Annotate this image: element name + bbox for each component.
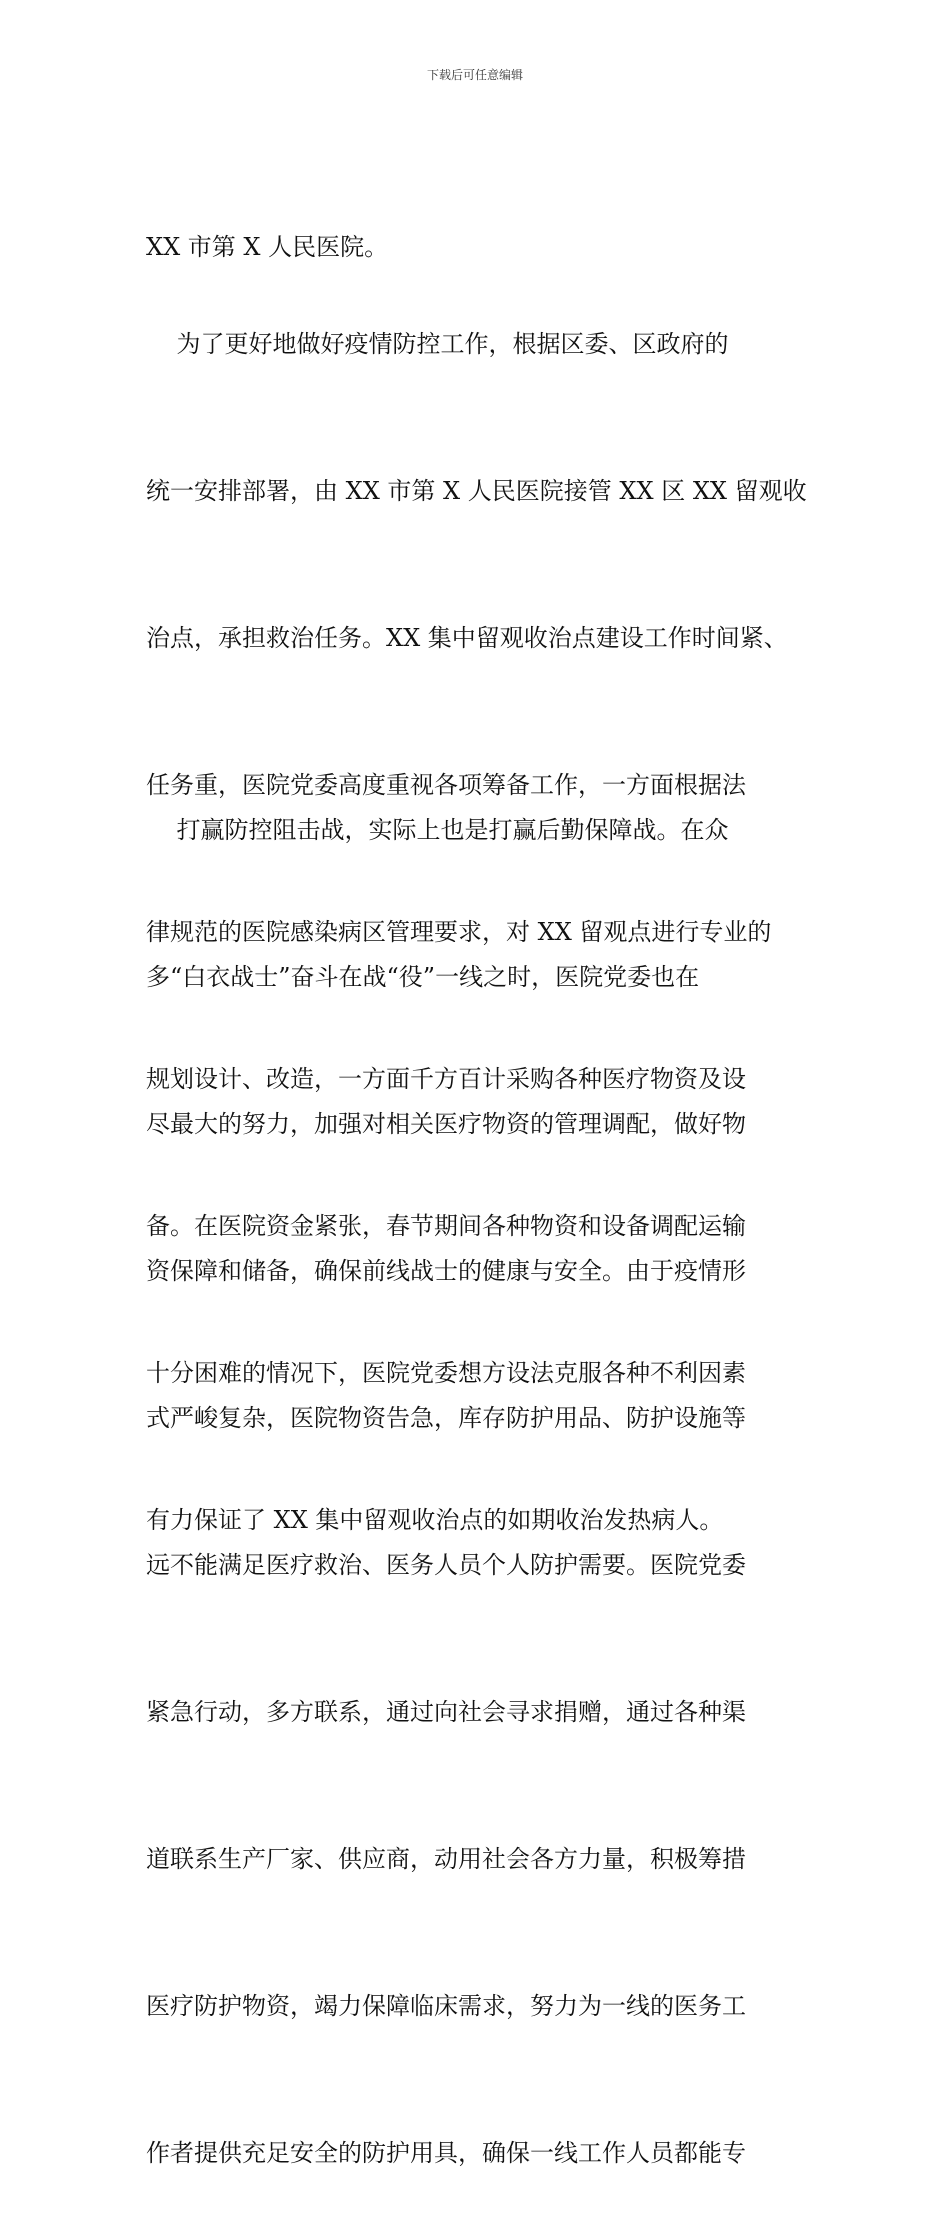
text-line: 统一安排部署，由 XX 市第 X 人民医院接管 XX 区 XX 留观收 [146,477,807,505]
text-line: 道联系生产厂家、供应商，动用社会各方力量，积极筹措 [146,1845,746,1873]
text-line: 资保障和储备，确保前线战士的健康与安全。由于疫情形 [146,1257,746,1285]
text-line: XX 市第 X 人民医院。 [146,233,389,261]
text-line: 规划设计、改造，一方面千方百计采购各种医疗物资及设 [146,1065,746,1093]
text-line: 尽最大的努力，加强对相关医疗物资的管理调配，做好物 [146,1110,746,1138]
text-line: 有力保证了 XX 集中留观收治点的如期收治发热病人。 [146,1506,724,1534]
text-line: 作者提供充足安全的防护用具，确保一线工作人员都能专 [146,2139,746,2167]
text-line: 打赢防控阻击战，实际上也是打赢后勤保障战。在众 [146,816,729,844]
text-line: 治点，承担救治任务。XX 集中留观收治点建设工作时间紧、 [146,624,788,652]
text-line: 式严峻复杂，医院物资告急，库存防护用品、防护设施等 [146,1404,746,1432]
text-line: 紧急行动，多方联系，通过向社会寻求捐赠，通过各种渠 [146,1698,746,1726]
header-note: 下载后可任意编辑 [426,68,523,82]
text-line: 备。在医院资金紧张，春节期间各种物资和设备调配运输 [146,1212,746,1240]
text-line: 任务重，医院党委高度重视各项筹备工作，一方面根据法 [146,771,746,799]
text-line: 十分困难的情况下，医院党委想方设法克服各种不利因素 [146,1359,746,1387]
text-line: 医疗防护物资，竭力保障临床需求，努力为一线的医务工 [146,1992,746,2020]
paragraph-3 [146,708,811,2227]
text-line: 多“白衣战士”奋斗在战“役”一线之时，医院党委也在 [146,963,700,991]
text-line: 律规范的医院感染病区管理要求，对 XX 留观点进行专业的 [146,918,772,946]
text-line: 为了更好地做好疫情防控工作，根据区委、区政府的 [146,330,729,358]
text-line: 远不能满足医疗救治、医务人员个人防护需要。医院党委 [146,1551,746,1579]
